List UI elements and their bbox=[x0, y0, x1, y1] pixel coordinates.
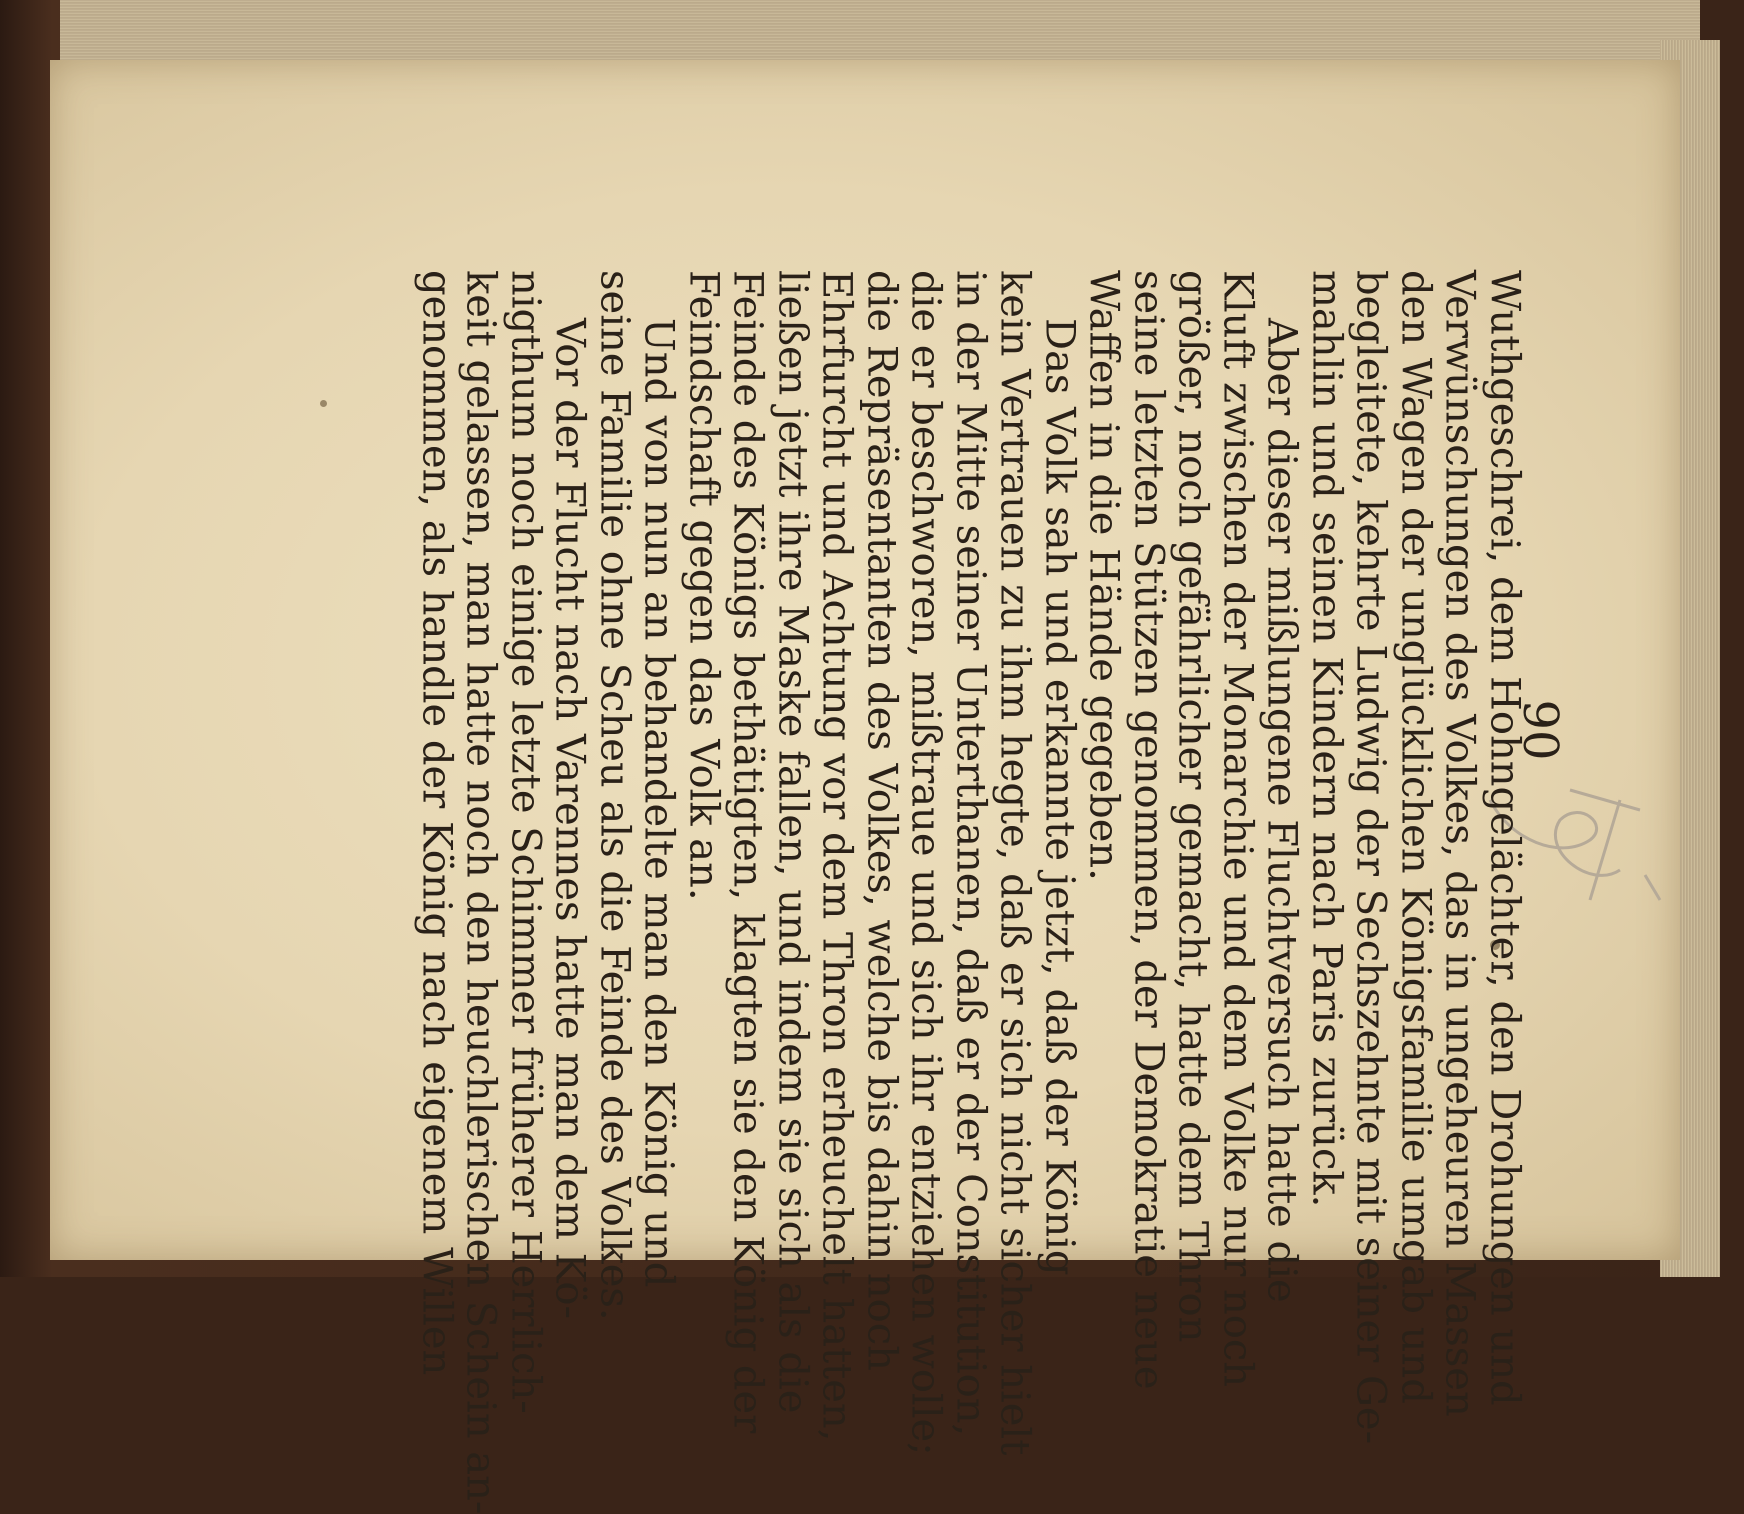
text-line: Und von nun an behandelte man den König und bbox=[635, 318, 682, 1288]
text-line: Verwünschungen des Volkes, das in ungeheuren Massen bbox=[1436, 270, 1483, 1417]
text-line: Ehrfurcht und Achtung vor dem Thron erheuchelt hatten, bbox=[813, 270, 860, 1442]
text-line: Das Volk sah und erkannte jetzt, daß der König bbox=[1036, 318, 1083, 1276]
text-line: kein Vertrauen zu ihm hegte, daß er sich nicht sicher hielt bbox=[991, 270, 1038, 1456]
text-line: die Repräsentanten des Volkes, welche bis dahin noch bbox=[858, 270, 905, 1371]
text-line: seine letzten Stützen genommen, der Demokratie neue bbox=[1125, 270, 1172, 1390]
text-line: genommen, als handle der König nach eigenem Willen bbox=[413, 270, 460, 1376]
text-line: die er beschworen, mißtraue und sich ihr entziehen wolle; bbox=[902, 270, 949, 1456]
text-line: Kluft zwischen der Monarchie und dem Volke nur noch bbox=[1214, 270, 1261, 1388]
text-line: größer, noch gefährlicher gemacht, hatte dem Thron bbox=[1169, 270, 1216, 1343]
ink-spot bbox=[320, 400, 327, 407]
page-number: 90 bbox=[1512, 699, 1568, 761]
text-line: mahlin und seinen Kindern nach Paris zurück. bbox=[1303, 270, 1350, 1208]
text-line: Feinde des Königs bethätigten, klagten sie den König der bbox=[724, 270, 771, 1434]
text-line: ließen jetzt ihre Maske fallen, und indem sie sich als die bbox=[769, 270, 816, 1414]
text-line: Wuthgeschrei, dem Hohngelächter, den Drohungen und bbox=[1481, 270, 1528, 1406]
text-line: nigthum noch einige letzte Schimmer früherer Herrlich- bbox=[502, 270, 549, 1414]
text-line: Vor der Flucht nach Varennes hatte man dem Kö- bbox=[546, 318, 593, 1320]
text-line: Waffen in die Hände gegeben. bbox=[1080, 270, 1127, 881]
text-line: begleitete, kehrte Ludwig der Sechszehnte mit seiner Ge- bbox=[1347, 270, 1394, 1445]
text-line: in der Mitte seiner Unterthanen, daß er der Constitution, bbox=[947, 270, 994, 1437]
text-line: Feindschaft gegen das Volk an. bbox=[680, 270, 727, 901]
text-line: seine Familie ohne Scheu als die Feinde des Volkes. bbox=[591, 270, 638, 1321]
body-text bbox=[413, 270, 1528, 1514]
text-line: den Wagen der unglücklichen Königsfamilie umgab und bbox=[1392, 270, 1439, 1404]
text-line: Aber dieser mißlungene Fluchtversuch hatte die bbox=[1258, 318, 1305, 1303]
text-line: keit gelassen, man hatte noch den heuchlerischen Schein an- bbox=[457, 270, 504, 1514]
